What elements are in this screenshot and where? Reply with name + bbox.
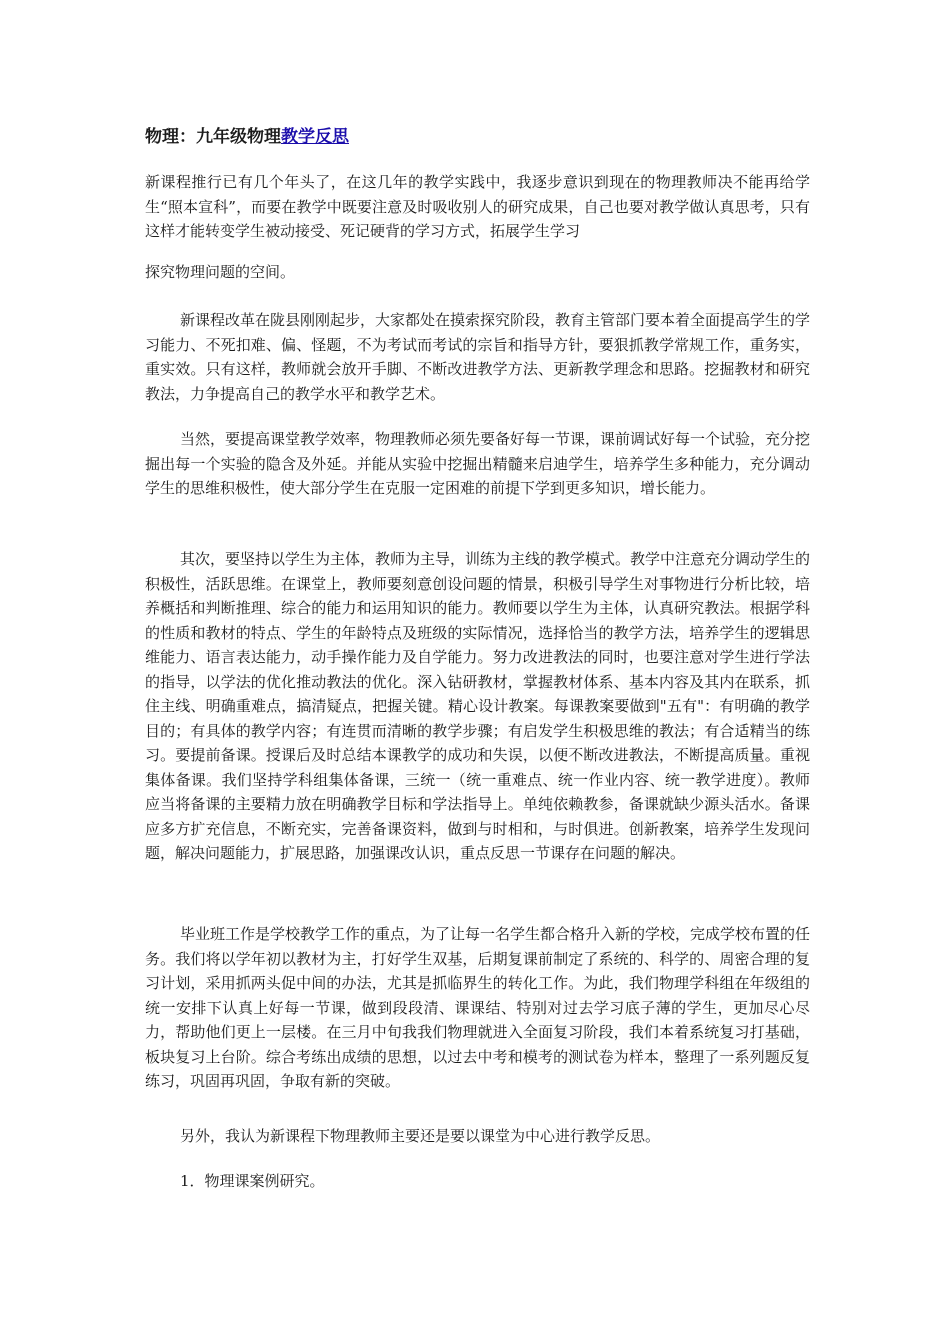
document-title bbox=[145, 126, 349, 148]
paragraph-reform: 新课程改革在陇县刚刚起步，大家都处在摸索探究阶段，教育主管部门要本着全面提高学生的学习能力、不死扣难、偏、怪题，不为考试而考试的宗旨和指导方针，要狠抓教学常规工作，重务实，重实效。只有这样，教师就会放开手脚、不断改进教学方法、更新教学理念和思路。挖掘教材和研究教法，力争提高自己的教学水平和教学艺术。 bbox=[145, 311, 811, 403]
paragraph-intro-continued: 探究物理问题的空间。 bbox=[145, 263, 296, 281]
paragraph-teaching-mode: 其次，要坚持以学生为主体，教师为主导，训练为主线的教学模式。教学中注意充分调动学生的积极性，活跃思维。在课堂上，教师要刻意创设问题的情景，积极引导学生对事物进行分析比较，培养概括和判断推理、综合的能力和运用知识的能力。教师要以学生为主体，认真研究教法。根据学科的性质和教材的特点、学生的年龄特点及班级的实际情况，选择恰当的教学方法，培养学生的逻辑思维能力、语言表达能力，动手操作能力及自学能力。努力改进教法的同时，也要注意对学生进行学法的指导，以学法的优化推动教法的优化。深入钻研教材，掌握教材体系、基本内容及其内在联系，抓住主线、明确重难点，搞清疑点，把握关键。精心设计教案。每课教案要做到"五有"：有明确的教学目的；有具体的教学内容；有连贯而清晰的教学步骤；有启发学生积极思维的教法；有合适精当的练习。要提前备课。授课后及时总结本课教学的成功和失误，以便不断改进教法，不断提高质量。重视集体备课。我们坚持学科组集体备课，三统一（统一重难点、统一作业内容、统一教学进度）。教师应当将备课的主要精力放在明确教学目标和学法指导上。单纯依赖教参，备课就缺少源头活水。备课应多方扩充信息，不断充实，完善备课资料，做到与时相和，与时俱进。创新教案，培养学生发现问题，解决问题能力，扩展思路，加强课改认识，重点反思一节课存在问题的解决。 bbox=[145, 550, 811, 862]
title-link[interactable]: 教学反思 bbox=[281, 127, 349, 147]
paragraph-efficiency: 当然，要提高课堂教学效率，物理教师必须先要备好每一节课，课前调试好每一个试验，充分挖掘出每一个实验的隐含及外延。并能从实验中挖掘出精髓来启迪学生，培养学生多种能力，充分调动学生的思维积极性，使大部分学生在克服一定困难的前提下学到更多知识，增长能力。 bbox=[145, 430, 811, 497]
list-item-case-study: 1．物理课案例研究。 bbox=[180, 1172, 325, 1190]
title-prefix: 物理：九年级物理 bbox=[145, 127, 281, 147]
paragraph-intro: 新课程推行已有几个年头了，在这几年的教学实践中，我逐步意识到现在的物理教师决不能再给学生“照本宣科”，而要在教学中既要注意及时吸收别人的研究成果，自己也要对教学做认真思考，只有这样才能转变学生被动接受、死记硬背的学习方式，拓展学生学习 bbox=[145, 173, 810, 240]
paragraph-reflection: 另外，我认为新课程下物理教师主要还是要以课堂为中心进行教学反思。 bbox=[180, 1127, 661, 1145]
paragraph-graduating-class: 毕业班工作是学校教学工作的重点，为了让每一名学生都合格升入新的学校，完成学校布置的任务。我们将以学年初以教材为主，打好学生双基，后期复课前制定了系统的、科学的、周密合理的复习计划，采用抓两头促中间的办法，尤其是抓临界生的转化工作。为此，我们物理学科组在年级组的统一安排下认真上好每一节课，做到段段清、课课结、特别对过去学习底子薄的学生，更加尽心尽力，帮助他们更上一层楼。在三月中旬我我们物理就进入全面复习阶段，我们本着系统复习打基础，板块复习上台阶。综合考练出成绩的思想，以过去中考和模考的测试卷为样本，整理了一系列题反复练习，巩固再巩固，争取有新的突破。 bbox=[145, 925, 811, 1090]
